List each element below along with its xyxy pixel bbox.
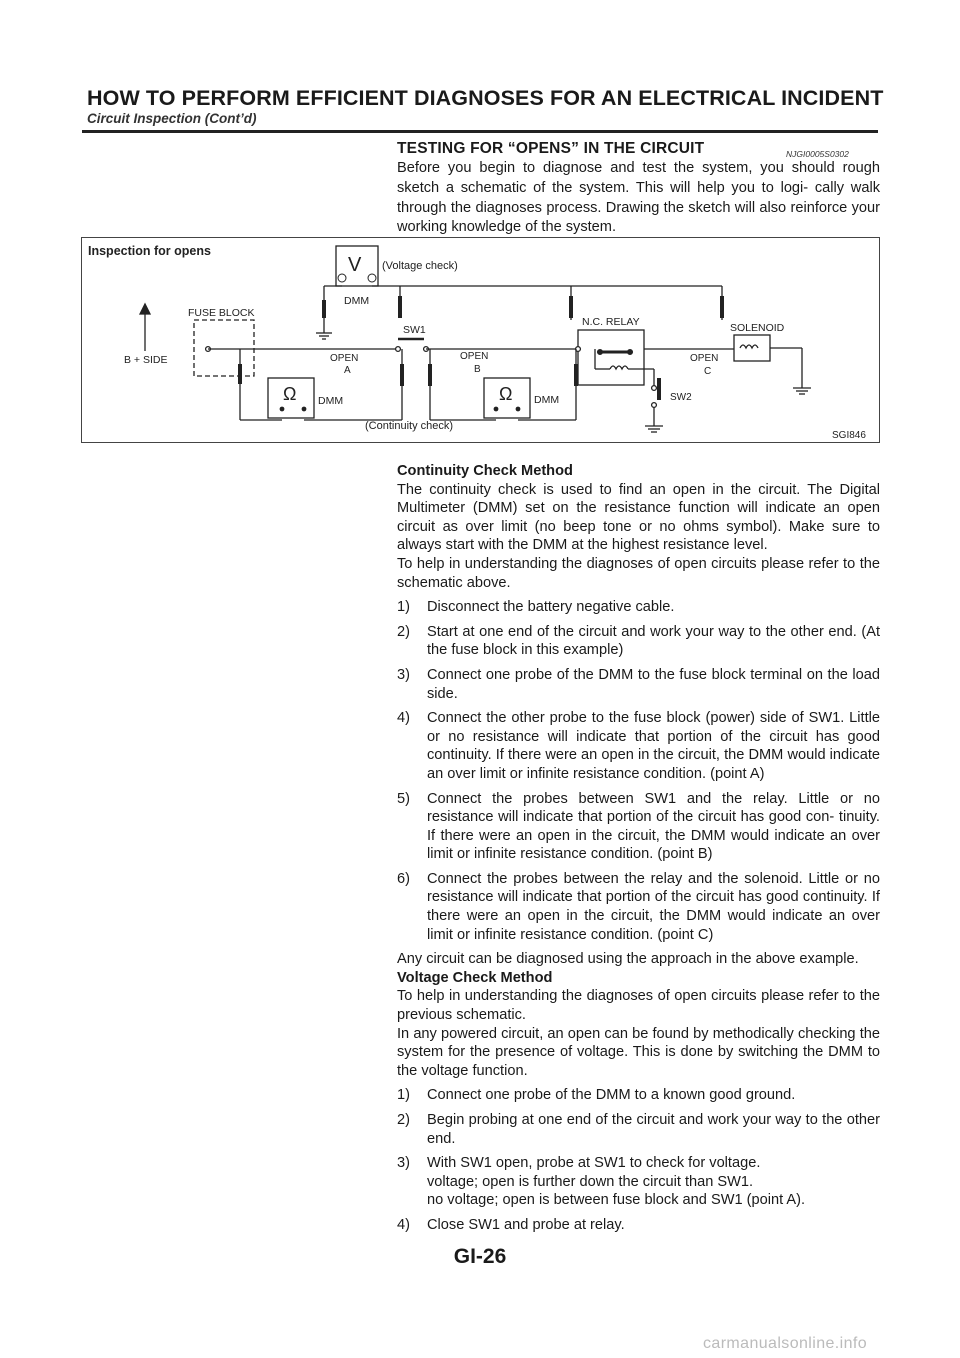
open-a-label: OPEN [330, 353, 359, 364]
open-c-label: OPEN [690, 353, 719, 364]
continuity-intro-1: The continuity check is used to find an open in the circuit. The Digital Multimeter (DMM) set on the resistance function will indicate an open circuit as over limit (no beep tone or no ohms symbol). Make sure to always start with the DMM at the highest resistance level. [397, 481, 880, 554]
voltage-step: 4) Close SW1 and probe at relay. [397, 1216, 625, 1233]
continuity-step: 2) Start at one end of the circuit and work your way to the other end. (At the fuse block in this example) [397, 623, 880, 659]
watermark: carmanualsonline.info [703, 1335, 868, 1352]
fuse-block-label: FUSE BLOCK [188, 307, 255, 319]
open-b-label: OPEN [460, 351, 489, 362]
voltage-step: 3) With SW1 open, probe at SW1 to check for voltage. voltage; open is further down the circuit than SW1. no voltage; open is between fuse block and SW1 (point A). [397, 1155, 806, 1209]
open-b-letter: B [474, 364, 481, 375]
dmm-label-2: DMM [534, 394, 560, 406]
header-rule [82, 130, 878, 133]
dmm-label-1: DMM [318, 395, 344, 407]
volt-symbol: V [348, 254, 362, 276]
sw2-label: SW2 [670, 392, 692, 403]
sw1-label: SW1 [403, 324, 426, 336]
open-a-letter: A [344, 365, 351, 376]
ohm-symbol-2: Ω [499, 384, 513, 404]
voltage-intro-2: In any powered circuit, an open can be found by methodically checking the system for the presence of voltage. This is done by switching the DMM to the voltage function. [397, 1025, 880, 1079]
continuity-step: 3) Connect one probe of the DMM to the fuse block terminal on the load side. [397, 666, 880, 702]
continuity-check-label: (Continuity check) [365, 420, 454, 432]
section-title: TESTING FOR “OPENS” IN THE CIRCUIT [397, 140, 705, 157]
voltage-step: 1) Connect one probe of the DMM to a known good ground. [397, 1087, 796, 1104]
ohm-symbol-1: Ω [283, 384, 297, 404]
voltage-check-label: (Voltage check) [382, 260, 458, 272]
page-number: GI-26 [453, 1245, 507, 1268]
circuit-figure [81, 237, 880, 443]
section-code: NJGI0005S0302 [786, 149, 849, 159]
continuity-outro: Any circuit can be diagnosed using the approach in the above example. [397, 951, 859, 968]
voltage-intro-1: To help in understanding the diagnoses of open circuits please refer to the previous schematic. [397, 988, 880, 1024]
continuity-step: 5) Connect the probes between SW1 and the relay. Little or no resistance will indicate that portion of the circuit has good con- tinuity. If there were an open in the circuit, the DMM would indicate an over limit or infinite resistance condition. (point B) [397, 790, 880, 863]
continuity-step: 1) Disconnect the battery negative cable. [397, 599, 675, 616]
page-header-title: HOW TO PERFORM EFFICIENT DIAGNOSES FOR AN ELECTRICAL INCIDENT [87, 86, 884, 110]
open-c-letter: C [704, 366, 712, 377]
continuity-intro-2: To help in understanding the diagnoses of open circuits please refer to the schematic above. [397, 555, 880, 591]
circuit-diagram [82, 238, 878, 441]
page-header-subtitle: Circuit Inspection (Cont’d) [87, 111, 257, 126]
figure-id: SGI846 [832, 430, 866, 441]
continuity-heading: Continuity Check Method [397, 463, 573, 479]
b-side-label: B + SIDE [124, 354, 168, 366]
relay-label: N.C. RELAY [582, 316, 640, 328]
continuity-step: 6) Connect the probes between the relay and the solenoid. Little or no resistance will indicate that portion of the circuit has good continuity. If there were an open in the circuit, the DMM would indicate an over limit or infinite resistance condition. (point C) [397, 870, 880, 943]
dmm-label-voltage: DMM [344, 295, 370, 307]
body-text [397, 462, 880, 1235]
figure-title: Inspection for opens [88, 244, 211, 258]
voltage-heading: Voltage Check Method [397, 969, 553, 986]
solenoid-label: SOLENOID [730, 322, 785, 334]
continuity-step: 4) Connect the other probe to the fuse block (power) side of SW1. Little or no resistance will indicate that portion of the circuit has good continuity. If there were an open in the circuit, the DMM would indicate an over limit or infinite resistance condition. (point A) [397, 710, 880, 782]
section-intro: Before you begin to diagnose and test the system, you should rough sketch a schematic of the system. This will help you to logi- cally walk through the diagnoses process. Drawing the sketch will also reinforce your working knowledge of the system. [397, 160, 880, 236]
voltage-step: 2) Begin probing at one end of the circuit and work your way to the other end. [397, 1112, 880, 1147]
